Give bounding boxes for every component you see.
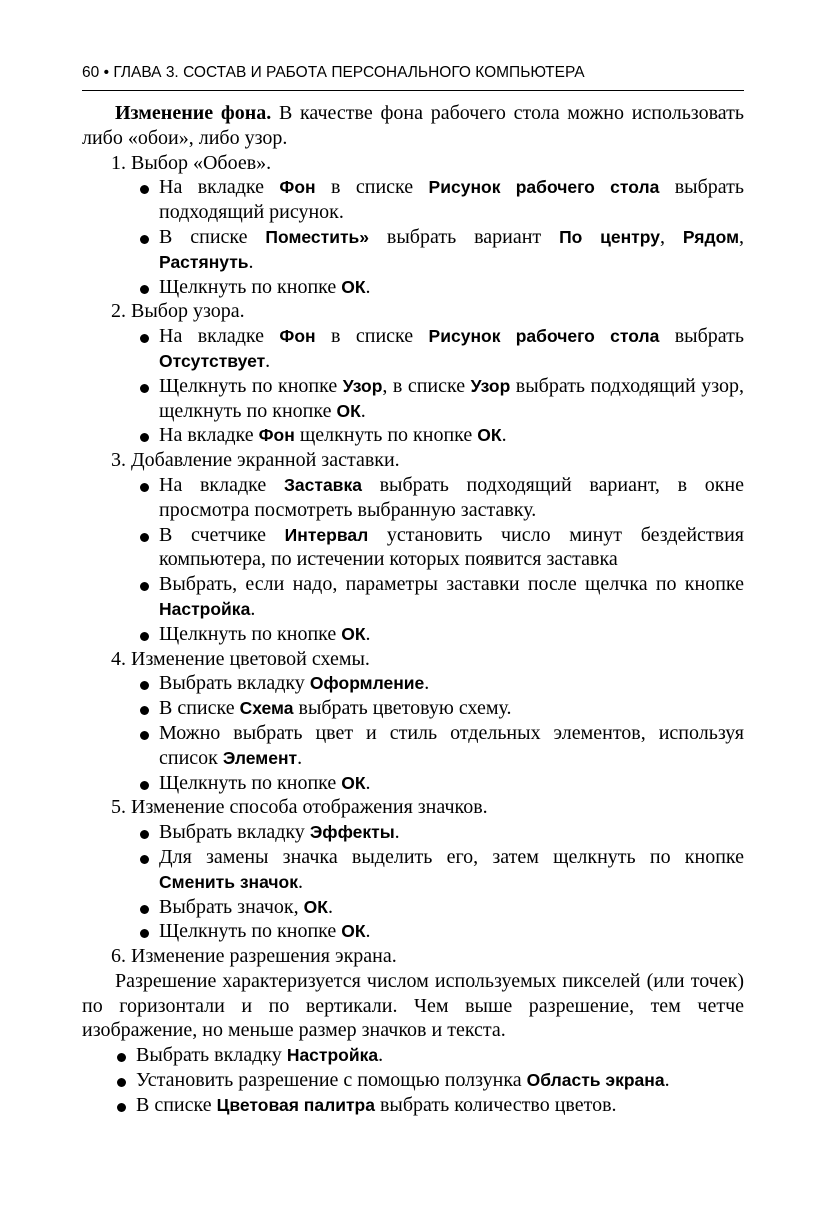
text-run: Для замены значка выделить его, затем щелкнуть по кнопке [159,845,744,868]
text-run: , [739,225,745,248]
ui-term: ОК [341,921,366,942]
text-run: Выбрать вкладку [136,1044,287,1067]
text-run: . [365,275,371,298]
ui-term: Эффекты [309,822,395,843]
bullet-item [82,919,744,944]
bullet-dot-icon [140,929,149,938]
ui-term: ОК [336,400,361,421]
bullet-dot-icon [140,533,149,542]
ui-term: ОК [303,896,328,917]
numbered-item: 1. Выбор «Обоев». [111,151,272,174]
running-header [82,64,742,86]
ui-term: Фон [258,425,295,446]
bullet-dot-icon [117,1078,126,1087]
text-run: Выбрать значок, [159,895,304,918]
bullet-dot-icon [140,731,149,740]
text-run: выбрать [659,325,744,348]
bullet-item [82,423,744,448]
text-run: выбрать подходящий рисунок. [159,176,744,224]
bullet-item [82,473,744,523]
page-number: 60 [82,64,100,81]
ui-term: Растянуть [159,251,249,272]
text-run: Щелкнуть по кнопке [159,771,342,794]
text-run: В списке [136,1093,217,1116]
text-run: Установить разрешение с помощью ползунка [136,1069,527,1092]
text-run: Щелкнуть по кнопке [159,920,342,943]
bullet-item [82,845,744,895]
chapter-title: СОСТАВ И РАБОТА ПЕРСОНАЛЬНОГО КОМПЬЮТЕРА [183,64,585,81]
text-run: в списке [315,325,429,348]
bullet-dot-icon [117,1053,126,1062]
ui-term: Оформление [309,673,425,694]
bullet-item [82,324,744,374]
text-run: . [365,622,371,645]
intro-text: В качестве фона рабочего стола можно использовать либо «обои», либо узор. [82,102,744,149]
numbered-item: 5. Изменение способа отображения значков. [111,796,488,819]
bullet-dot-icon [140,830,149,839]
text-run: . [501,424,507,447]
ui-term: Рядом [682,226,740,247]
text-run: выбрать количество цветов. [374,1093,617,1116]
bullet-dot-icon [140,681,149,690]
text-run: . [250,597,256,620]
bullet-item [82,1068,744,1093]
ui-term: По центру [559,226,660,247]
text-run: В списке [159,225,266,248]
text-run: . [365,920,371,943]
ui-term: Отсутствует [159,350,266,371]
text-run: выбрать подходящий вариант, в окне просмотра посмотреть выбранную заставку. [159,473,745,521]
ui-term: Фон [279,177,316,198]
bullet-item [82,523,744,573]
bullet-item [82,572,744,622]
bullet-dot-icon [140,582,149,591]
text-run: выбрать вариант [369,225,560,248]
ui-term: Настройка [159,598,251,619]
bullet-item [82,1043,744,1068]
text-run: выбрать подходящий узор, щелкнуть по кнопке [159,374,744,422]
ui-term: ОК [341,276,366,297]
intro-paragraph [82,101,744,151]
ui-term: Поместить» [265,226,370,247]
text-run: . [298,870,304,893]
text-run: Можно выбрать цвет и стиль отдельных элементов, используя список [159,721,744,769]
text-run: На вкладке [159,424,259,447]
final-bullet-list [82,1043,744,1117]
text-run: , в списке [382,374,471,397]
resolution-paragraph: Разрешение характеризуется числом используемых пикселей (или точек) по горизонтали и по вертикали. Чем выше разрешение, тем четче изображение, но меньше размер значков и текста. [82,969,744,1042]
text-run: . [248,250,254,273]
ui-term: Элемент [222,747,298,768]
text-run: выбрать цветовую схему. [293,697,512,720]
ui-term: ОК [477,425,502,446]
text-run: . [327,895,333,918]
header-bullet: • [103,64,109,81]
ui-term: Схема [239,698,294,719]
ui-term: Интервал [284,524,369,545]
bullet-dot-icon [140,905,149,914]
text-run: Щелкнуть по кнопке [159,275,342,298]
bullet-item [82,622,744,647]
text-run: , [659,225,683,248]
numbered-item: 3. Добавление экранной заставки. [111,449,400,472]
page-body [82,101,744,1118]
text-run: Выбрать вкладку [159,821,310,844]
text-run: . [664,1069,670,1092]
bullet-dot-icon [140,855,149,864]
text-run: Щелкнуть по кнопке [159,374,343,397]
bullet-dot-icon [140,334,149,343]
bullet-item [82,374,744,424]
bullet-item [82,721,744,771]
ui-term: Настройка [286,1045,379,1066]
bullet-dot-icon [140,632,149,641]
bullet-item [82,1093,744,1118]
ui-term: Рисунок рабочего стола [428,326,660,347]
text-run: . [424,672,430,695]
bullet-dot-icon [140,781,149,790]
text-run: Выбрать вкладку [159,672,310,695]
text-run: . [365,771,371,794]
bullet-dot-icon [117,1103,126,1112]
numbered-list [82,151,744,969]
ui-term: Узор [470,375,511,396]
ui-term: Рисунок рабочего стола [428,177,660,198]
bullet-dot-icon [140,384,149,393]
text-run: Щелкнуть по кнопке [159,622,342,645]
text-run: . [297,746,303,769]
text-run: На вкладке [159,325,280,348]
bullet-dot-icon [140,433,149,442]
bullet-dot-icon [140,285,149,294]
bullet-item [82,771,744,796]
bullet-dot-icon [140,235,149,244]
intro-lead: Изменение фона. [115,102,272,124]
text-run: . [378,1044,384,1067]
numbered-item: 2. Выбор узора. [111,300,245,323]
numbered-item: 4. Изменение цветовой схемы. [111,647,370,670]
text-run: . [394,821,400,844]
ui-term: Узор [342,375,383,396]
text-run: в списке [315,176,429,199]
ui-term: Сменить значок [159,871,299,892]
bullet-item [82,696,744,721]
text-run: На вкладке [159,473,284,496]
bullet-item [82,175,744,225]
text-run: . [360,399,366,422]
header-rule [82,90,744,91]
ui-term: Область экрана [526,1070,665,1091]
bullet-item [82,275,744,300]
numbered-item: 6. Изменение разрешения экрана. [111,945,397,968]
bullet-dot-icon [140,483,149,492]
bullet-dot-icon [140,706,149,715]
text-run: В счетчике [159,523,285,546]
text-run: . [265,349,271,372]
ui-term: Фон [279,326,316,347]
bullet-item [82,225,744,275]
ui-term: ОК [341,772,366,793]
text-run: Выбрать, если надо, параметры заставки после щелчка по кнопке [159,573,744,596]
bullet-item [82,671,744,696]
text-run: установить число минут бездействия компьютера, по истечении которых появится заставка [159,523,744,571]
bullet-item [82,895,744,920]
chapter-label: ГЛАВА 3. [113,64,179,81]
bullet-item [82,820,744,845]
bullet-dot-icon [140,185,149,194]
text-run: На вкладке [159,176,280,199]
ui-term: ОК [341,623,366,644]
ui-term: Заставка [283,474,362,495]
text-run: щелкнуть по кнопке [294,424,478,447]
ui-term: Цветовая палитра [216,1094,375,1115]
text-run: В списке [159,697,240,720]
